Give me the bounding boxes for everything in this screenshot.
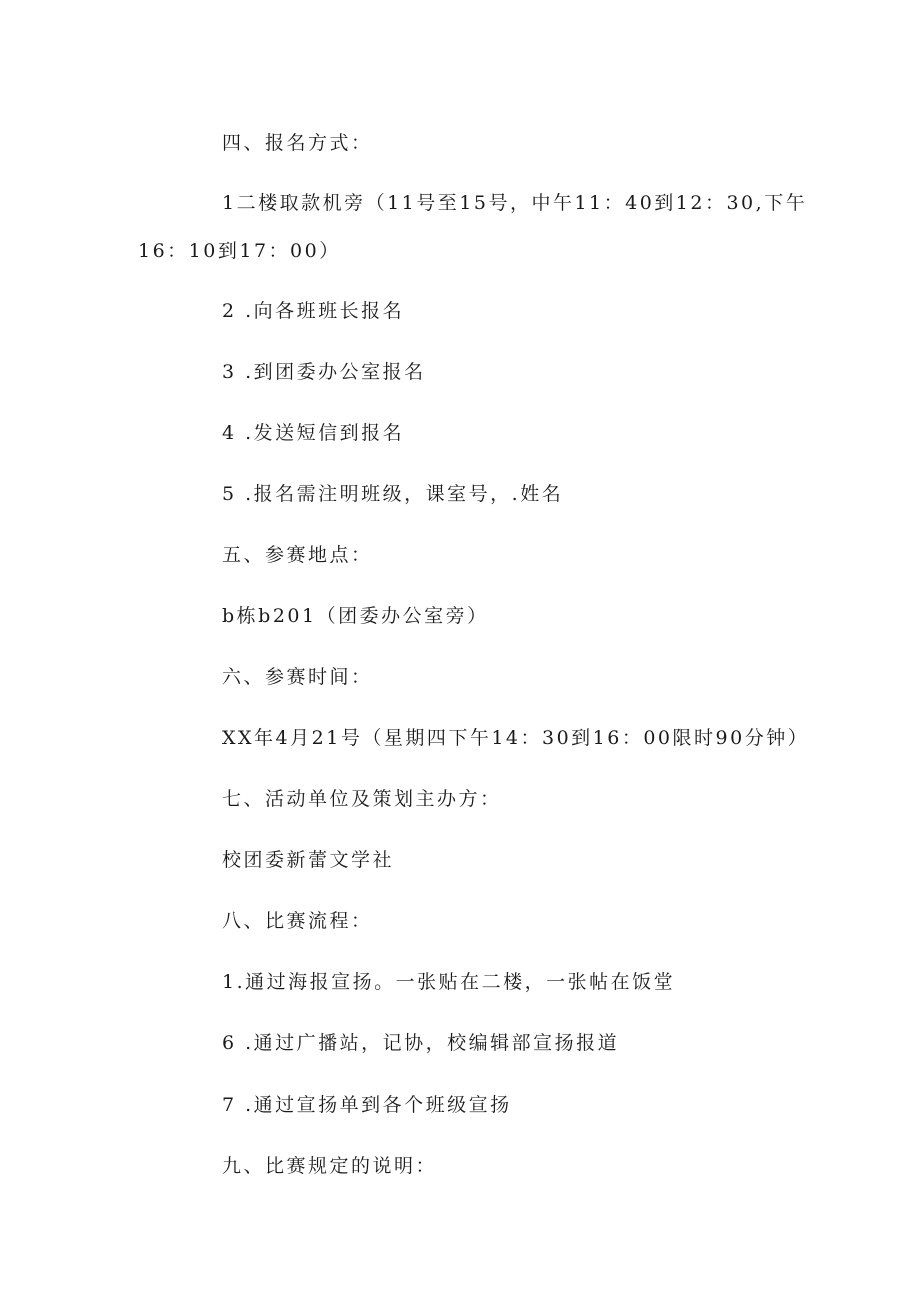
list-item: 1.通过海报宣扬。一张贴在二楼，一张帖在饭堂 bbox=[222, 971, 676, 993]
section-heading-registration: 四、报名方式： bbox=[222, 132, 373, 154]
list-item: 4 .发送短信到报名 bbox=[222, 422, 405, 444]
section-heading-venue: 五、参赛地点： bbox=[222, 544, 373, 566]
list-item: 6 .通过广播站，记协，校编辑部宣扬报道 bbox=[222, 1032, 620, 1054]
list-item: 5 .报名需注明班级，课室号，.姓名 bbox=[222, 483, 564, 505]
list-item: 2 .向各班班长报名 bbox=[222, 300, 405, 322]
section-heading-rules: 九、比赛规定的说明： bbox=[222, 1155, 438, 1177]
list-item: 7 .通过宣扬单到各个班级宣扬 bbox=[222, 1094, 512, 1116]
paragraph-line: 16：10到17：00） bbox=[138, 240, 341, 262]
section-heading-organizers: 七、活动单位及策划主办方： bbox=[222, 788, 502, 810]
list-item: 3 .到团委办公室报名 bbox=[222, 361, 426, 383]
paragraph-line: 1二楼取款机旁（11号至15号，中午11：40到12：30,下午 bbox=[222, 192, 808, 214]
paragraph-line: 校团委新蕾文学社 bbox=[222, 849, 395, 871]
paragraph-line: b栋b201（团委办公室旁） bbox=[222, 605, 489, 627]
section-heading-time: 六、参赛时间： bbox=[222, 666, 373, 688]
paragraph-line: XX年4月21号（星期四下午14：30到16：00限时90分钟） bbox=[222, 727, 810, 749]
section-heading-process: 八、比赛流程： bbox=[222, 910, 373, 932]
